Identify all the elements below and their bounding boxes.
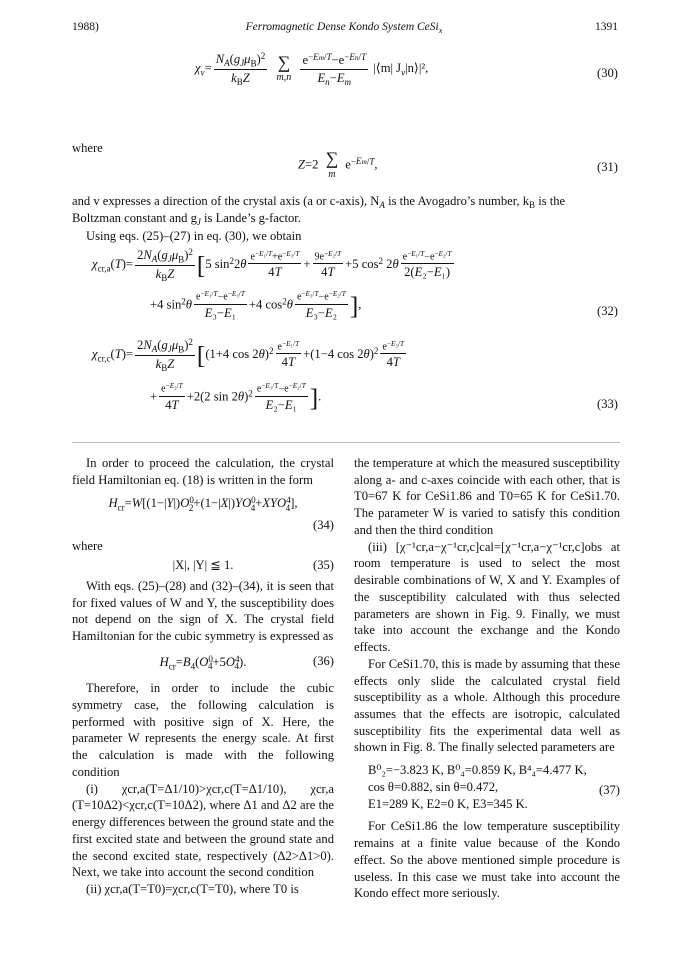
section-divider xyxy=(72,442,620,443)
paragraph: (ii) χcr,a(T=T0)=χcr,c(T=T0), where T0 is xyxy=(86,882,299,897)
paragraph: With eqs. (25)–(28) and (32)–(34), it is seen that for fixed values of W and Y, the susceptibility does not depend on the sign of X. The crystal field Hamiltonian for the cubic symmetry is expressed as xyxy=(72,578,334,644)
page-number: 1391 xyxy=(595,21,618,33)
paragraph: (iii) [χ⁻¹cr,a−χ⁻¹cr,c]cal=[χ⁻¹cr,a−χ⁻¹cr,c]obs at room temperature is used to select the most desirable combinations of W, X and Y. Examples of the susceptibility calculated with thus selected parameters are shown in Fig. 9. Finally, we must take into account the exchange and the Kondo effects. xyxy=(354,539,620,655)
equation-number-31: (31) xyxy=(597,160,618,174)
equation-number-33: (33) xyxy=(597,397,618,411)
equation-32-line-2: +4 $\sin^2\theta$ $\frac{e^{-E_1/T}-e^{-E_3/T}}{\text{E₃−E₁}}$ +4 $\cos^2\theta$ $\frac{e^{-E_3/T}-e^{-E_2/T}}{\text{E₃−E₂}}$ ], xyxy=(150,290,362,321)
where-label: where xyxy=(72,141,103,155)
header-year: 1988) xyxy=(72,21,99,33)
equation-37: B⁰₂=−3.823 K, B⁰₄=0.859 K, B⁴₄=4.477 K, cos θ=0.882, sin θ=0.472, E1=289 K, E2=0 K, E3=345 K. (37) xyxy=(368,763,620,811)
paragraph: For CeSi1.86 the low temperature susceptibility remains at a finite value because of the Kondo effect. So the above mentioned simple procedure is useless. In this case we must take into account the Kondo effect more seriously. xyxy=(354,819,620,901)
equation-33-line-2: + $\frac{e^{-E_2/T}}{4T}$ +2(2 sin 2θ)$^2$ $\frac{e^{-E_1/T}-e^{-E_2/T}}{\text{E₂−E₁}}$ ]. xyxy=(150,382,322,413)
paragraph: In order to proceed the calculation, the crystal field Hamiltonian eq. (18) is written in the form xyxy=(72,456,334,487)
equation-number-30: (30) xyxy=(597,66,618,80)
running-title: Ferromagnetic Dense Kondo System CeSi$_x$ xyxy=(245,21,443,35)
equation-35: |X|, |Y| ≦ 1. (35) xyxy=(172,558,334,573)
intro-line-3: Using eqs. (25)–(27) in eq. (30), we obtain xyxy=(86,229,302,243)
equation-number-32: (32) xyxy=(597,304,618,318)
equation-34: $H_{cr}=W[(1-|Y|)O^0_2+(1-|X|)YO^0_4+XYO^4_4]$, xyxy=(108,495,298,513)
intro-line-2: Boltzman constant and $g_J$ is Lande’s g-factor. xyxy=(72,211,301,228)
intro-line-1: and v expresses a direction of the crystal axis (a or c-axis), $N_A$ is the Avogadro’s number, $k_B$ is the xyxy=(72,194,566,211)
equation-31: Z=2 ∑ m $e^{-Em/T}$, xyxy=(298,148,378,180)
paragraph: the temperature at which the measured susceptibility along a- and c-axes coincide with each other, that is T0=67 K for CeSi1.86 and T0=65 K for CeSi1.70. The parameter W is varied to satisfy this condition and then the third condition xyxy=(354,456,620,537)
equation-32-line-1: $\chi_{cr,a}(T)=$ $\frac{2N_A(g_J\mu_B)^2}{k_BZ}$ [5 $\sin^22\theta$ $\frac{e^{-E_1/T}+e^{-E_3/T}}{4T}$ + $\frac{9e^{-E_2/T}}{4T}$ +5 $\cos^2 2\theta$ $\frac{e^{-E_1/T}-e^{-E_2/T}}{\text{2(E₂−E₁)}}$ xyxy=(92,247,452,284)
right-column xyxy=(354,455,620,902)
left-column xyxy=(72,455,334,898)
equation-number-34: (34) xyxy=(313,517,334,532)
equation-36: $H_{cr}=B_4(O^0_4+5O^4_4)$. (36) xyxy=(159,653,334,672)
paragraph: (i) χcr,a(T=Δ1/10)>χcr,c(T=Δ1/10), χcr,a (T=10Δ2)<χcr,c(T=10Δ2), where Δ1 and Δ2 are the energy differences between the ground state and the first excited state and between the ground state and the second excited state, respectively (Δ2>Δ1>0). Next, we take into account the second condition xyxy=(72,781,334,880)
where-label: where xyxy=(72,538,103,553)
paragraph: Therefore, in order to include the cubic symmetry case, the following calculation is performed with positive sign of X. Here, the parameter W represents the energy scale. At first the calculation is made with the following condition xyxy=(72,681,334,779)
paragraph: For CeSi1.70, this is made by assuming that these effects only slide the calculated crystal field susceptibility as a whole. Although this procedure assumes that the effects are isotropic, calculated susceptibility fits the experimental data well as shown in Fig. 8. The finally selected parameters are xyxy=(354,656,620,755)
equation-30: $\chi_v=$ $\frac{N_A(g_J\mu_B)^2}{k_BZ}$ ∑ m,n $\frac{e^{-Em/T}-e^{-En/T}}{E_n-E_m}$ |⟨m| $J_v|n⟩|^2$, xyxy=(195,51,429,88)
equation-33-line-1: $\chi_{cr,c}(T)=$ $\frac{2N_A(g_J\mu_B)^2}{k_BZ}$ [(1+4 cos 2θ)$^2$ $\frac{e^{-E_1/T}}{4T}$ +(1−4 cos 2θ)$^2$ $\frac{e^{-E_3/T}}{4T}$ xyxy=(92,337,405,374)
